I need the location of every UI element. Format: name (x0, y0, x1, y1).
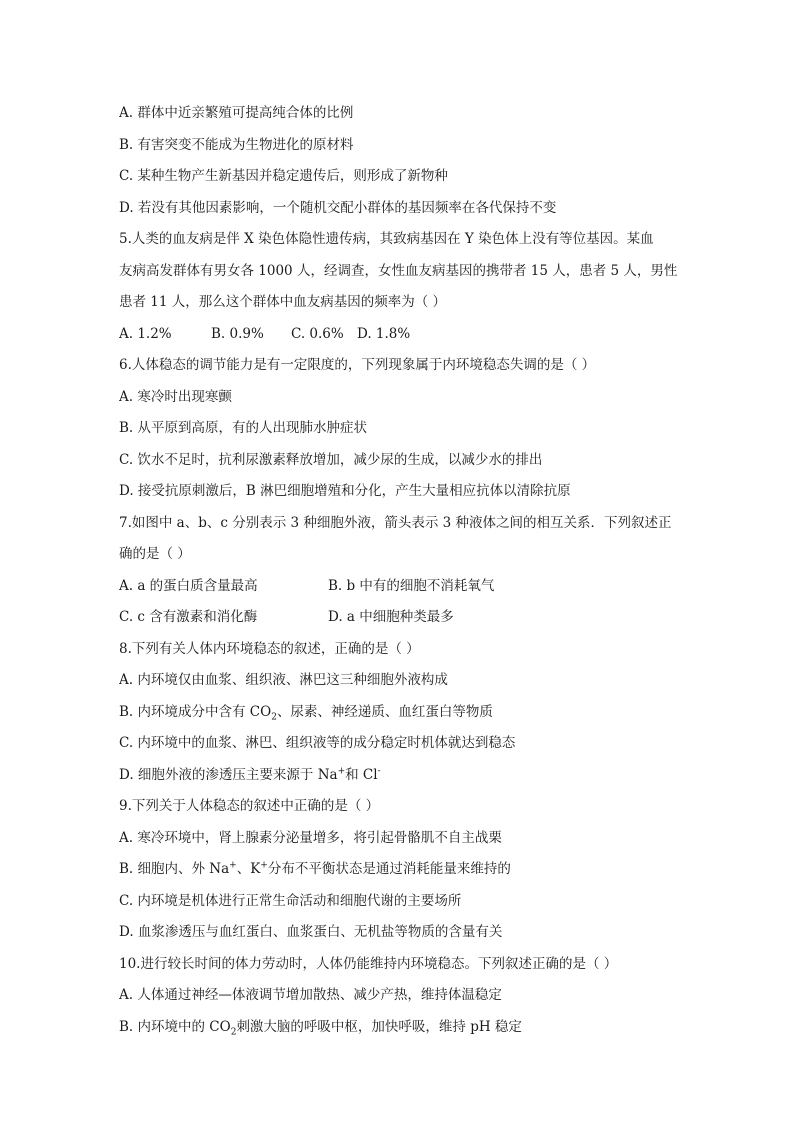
q4-option-b: B. 有害突变不能成为生物进化的原材料 (119, 136, 354, 153)
q6-option-a: A. 寒冷时出现寒颤 (119, 388, 232, 405)
q8-option-d-text-2: 和 Cl (345, 766, 378, 783)
q9-option-c: C. 内环境是机体进行正常生命活动和细胞代谢的主要场所 (119, 892, 462, 909)
q6-option-d: D. 接受抗原刺激后，B 淋巴细胞增殖和分化，产生大量相应抗体以清除抗原 (119, 483, 571, 499)
q10-stem: 10.进行较长时间的体力劳动时，人体仍能维持内环境稳态。下列叙述正确的是（ ） (119, 955, 618, 972)
q8-option-d (119, 760, 679, 792)
q8-option-b (119, 697, 679, 729)
q8-stem: 8.下列有关人体内环境稳态的叙述，正确的是（ ） (119, 640, 420, 657)
q8-option-b-subscript: 2 (271, 712, 277, 723)
q6-option-b: B. 从平原到高原，有的人出现肺水肿症状 (119, 420, 368, 436)
q9-option-b-superscript-1: + (229, 860, 237, 871)
q5-stem-line-2: 友病高发群体有男女各 1000 人，经调查，女性血友病基因的携带者 15 人，患者 5 人，男性 (119, 262, 678, 279)
q8-option-b-text-2: 、尿素、神经递质、血红蛋白等物质 (276, 703, 493, 720)
q6-stem: 6.人体稳态的调节能力是有一定限度的，下列现象属于内环境稳态失调的是（ ） (119, 357, 596, 373)
q9-option-b-text-3: 分布不平衡状态是通过消耗能量来维持的 (267, 861, 511, 877)
q10-option-a: A. 人体通过神经—体液调节增加散热、减少产热，维持体温稳定 (119, 987, 502, 1003)
q5-option-c: C. 0.6% (291, 325, 344, 342)
q5-stem-line-1: 5.人类的血友病是伴 X 染色体隐性遗传病，其致病基因在 Y 染色体上没有等位基因。某血 (119, 231, 654, 247)
q9-option-b-superscript-2: + (260, 860, 268, 871)
q5-option-d: D. 1.8% (357, 325, 411, 342)
q7-option-d: D. a 中细胞种类最多 (328, 609, 454, 625)
q10-option-b-subscript: 2 (230, 1027, 237, 1038)
q8-option-d-text-1: D. 细胞外液的渗透压主要来源于 Na (119, 766, 338, 783)
q7-option-a: A. a 的蛋白质含量最高 (119, 577, 258, 594)
q8-option-a: A. 内环境仅由血浆、组织液、淋巴这三种细胞外液构成 (119, 672, 448, 688)
q7-options-row-2 (119, 602, 679, 634)
q8-option-d-superscript-2: - (377, 766, 381, 776)
q5-stem-line-3: 患者 11 人，那么这个群体中血友病基因的频率为（ ） (119, 294, 447, 310)
q10-option-b-text-1: B. 内环境中的 CO (119, 1018, 231, 1035)
q9-option-b (119, 854, 679, 886)
q8-option-c: C. 内环境中的血浆、淋巴、组织液等的成分稳定时机体就达到稳态 (119, 735, 516, 751)
q9-option-b-text-1: B. 细胞内、外 Na (119, 861, 230, 877)
q4-option-a: A. 群体中近亲繁殖可提高纯合体的比例 (119, 105, 354, 121)
q7-stem-line-2: 确的是（ ） (119, 546, 191, 562)
q10-option-b-text-2: 刺激大脑的呼吸中枢，加快呼吸，维持 pH 稳定 (236, 1018, 522, 1035)
q5-option-b: B. 0.9% (211, 325, 264, 342)
q9-option-b-text-2: 、K (236, 861, 261, 877)
q4-option-d: D. 若没有其他因素影响，一个随机交配小群体的基因频率在各代保持不变 (119, 199, 557, 216)
q8-option-b-text-1: B. 内环境成分中含有 CO (119, 703, 272, 720)
q10-option-b (119, 1012, 679, 1044)
q7-options-row-1 (119, 571, 679, 603)
exam-page (119, 98, 679, 1043)
q9-option-a: A. 寒冷环境中，肾上腺素分泌量增多，将引起骨骼肌不自主战栗 (119, 829, 502, 846)
q8-option-d-superscript-1: + (337, 766, 346, 776)
q5-options (119, 319, 679, 351)
q5-option-a: A. 1.2% (119, 325, 172, 342)
q9-option-d: D. 血浆渗透压与血红蛋白、血浆蛋白、无机盐等物质的含量有关 (119, 924, 503, 940)
q7-option-b: B. b 中有的细胞不消耗氧气 (328, 577, 495, 594)
q9-stem: 9.下列关于人体稳态的叙述中正确的是（ ） (119, 798, 380, 814)
q7-stem-line-1: 7.如图中 a、b、c 分别表示 3 种细胞外液，箭头表示 3 种液体之间的相互关系．下列叙述正 (119, 514, 672, 531)
q7-option-c: C. c 含有激素和消化酶 (119, 609, 258, 625)
q6-option-c: C. 饮水不足时，抗利尿激素释放增加，减少尿的生成，以减少水的排出 (119, 451, 543, 468)
q4-option-c: C. 某种生物产生新基因并稳定遗传后，则形成了新物种 (119, 168, 448, 184)
